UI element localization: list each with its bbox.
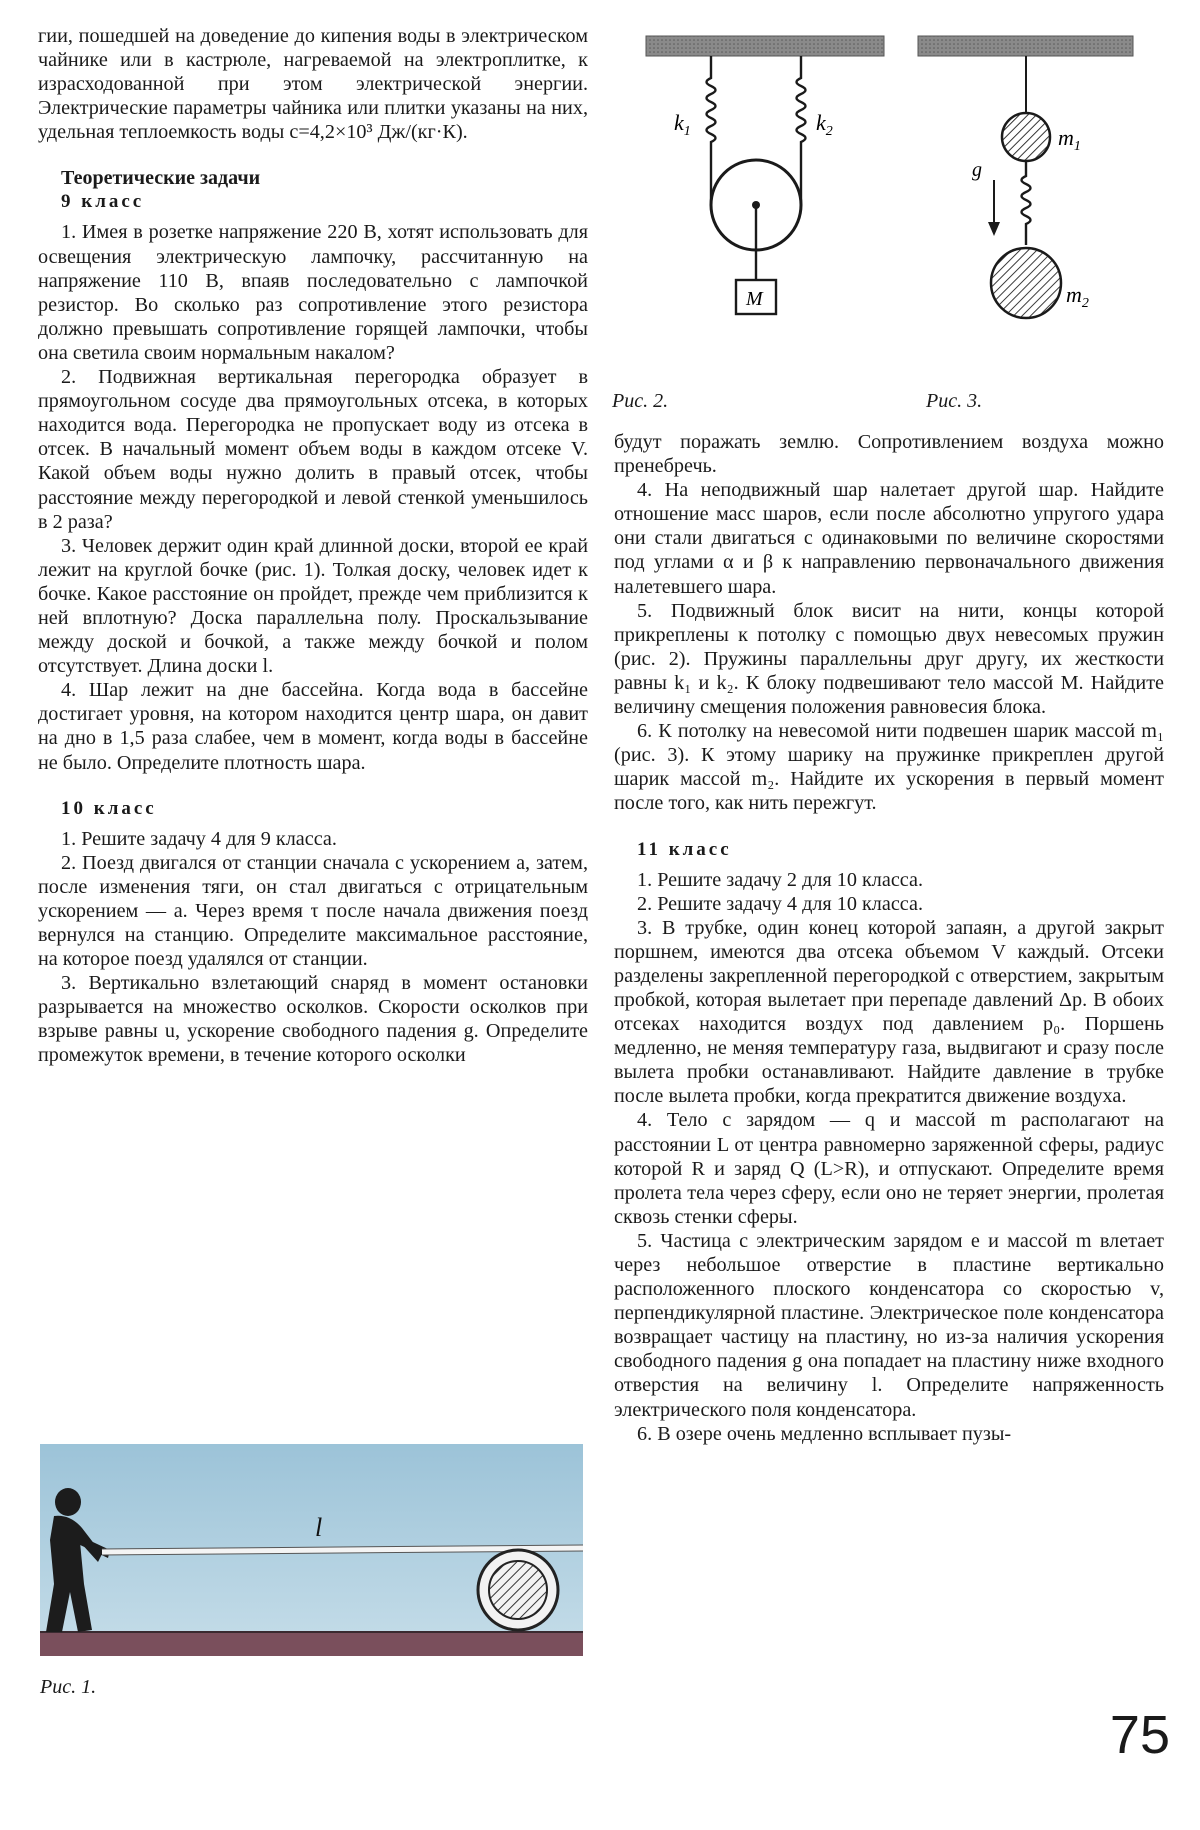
barrel: [478, 1550, 558, 1630]
ceiling-fig2: [646, 36, 884, 56]
figure-3-caption: Рис. 3.: [926, 390, 983, 412]
grade11-problem-3: 3. В трубке, один конец которой запаян, а другой закрыт поршнем, имеются два отсека объемом V каждый. Отсеки разделены закрепленной перегородкой с отверстием, закрытым пробкой, которая вылетает при перепаде давлений Δp. В обоих отсеках находится воздух под давлением p₀. Поршень медленно, не меняя температуру газа, выдвигают и сразу после вылета пробки останавливают. Найдите давление в трубке после вылета пробки, когда прекратится движение воздуха.: [614, 916, 1164, 1108]
grade10-problem-6: 6. К потолку на невесомой нити подвешен шарик массой m₁ (рис. 3). К этому шарику на пружинке прикреплен другой шарик массой m₂. Найдите их ускорения в первый момент после того, как нить пережгут.: [614, 720, 1164, 815]
page-number: 75: [1109, 1705, 1170, 1765]
grade9-problem-1: 1. Имея в розетке напряжение 220 В, хотят использовать для освещения электрическую лампочку, рассчитанную на напряжение 110 В, впаяв последовательно с лампочкой резистор. Во сколько раз сопротивление этого резистора должно превышать сопротивление горящей лампочки, чтобы она светила своим нормальным накалом?: [38, 221, 588, 364]
g-label: g: [972, 159, 982, 181]
figure-2-caption: Рис. 2.: [612, 390, 669, 412]
spring-k2: [797, 56, 806, 160]
figure-1: [40, 1444, 583, 1658]
grade9-title: 9 класс: [61, 191, 145, 213]
figure-3: [900, 30, 1150, 330]
figure-1-caption: Рис. 1.: [40, 1676, 97, 1698]
spring-m1-m2: [1022, 161, 1031, 245]
grade10-title: 10 класс: [61, 797, 157, 819]
left-column: [38, 24, 588, 1068]
length-label-l: l: [315, 1513, 323, 1542]
grade10-problem-3: 3. Вертикально взлетающий снаряд в момент остановки разрывается на множество осколков. Скорости осколков при взрыве равны u, ускорение свободного падения g. Определите промежуток времени, в течение которого осколки: [38, 972, 588, 1067]
right-column: [614, 430, 1164, 1446]
grade11-problem-1: 1. Решите задачу 2 для 10 класса.: [637, 868, 924, 891]
ceiling-fig3: [918, 36, 1133, 56]
grade10-problem-2: 2. Поезд двигался от станции сначала с ускорением a, затем, после изменения тяги, он стал двигаться с отрицательным ускорением — a. Через время τ после начала движения поезд вернулся на станцию. Определите максимальное расстояние, на которое поезд удалялся от станции.: [38, 851, 588, 971]
ball-m2: [991, 248, 1061, 318]
grade11-problem-5: 5. Частица с электрическим зарядом e и массой m влетает через небольшое отверстие в пластине вертикально расположенного плоского конденсатора со скоростью v, перпендикулярной пластине. Электрическое поле конденсатора возвращает частицу на пластину, но из-за наличия ускорения свободного падения g она попадает на пластину ниже входного отверстия на величину l. Определите напряженность электрического поля конденсатора.: [614, 1229, 1164, 1421]
m1-label: $m_1$: [1058, 125, 1081, 154]
floor: [40, 1632, 583, 1656]
m2-label: $m_2$: [1066, 282, 1089, 311]
grade9-problem-2: 2. Подвижная вертикальная перегородка образует в прямоугольном сосуде два прямоугольных отсека, в которых находится вода. Перегородка не пропускает воду из отсека в отсек. В начальный момент объем воды в каждом отсеке V. Какой объем воды нужно долить в правый отсек, чтобы расстояние между перегородкой и левой стенкой уменьшилось в 2 раза?: [38, 366, 588, 533]
spring-k1: [707, 56, 716, 160]
intro-paragraph: гии, пошедшей на доведение до кипения воды в электрическом чайнике или в кастрюле, нагреваемой на электроплитке, к израсходованной при этом электрической энергии. Электрические параметры чайника или плитки указаны на них, удельная теплоемкость воды c=4,2×10³ Дж/(кг·К).: [38, 25, 588, 144]
grade11-problem-6: 6. В озере очень медленно всплывает пузы-: [637, 1422, 1012, 1445]
k1-label: $k_1$: [674, 110, 691, 139]
grade11-title: 11 класс: [637, 838, 732, 860]
grade10-problem-4: 4. На неподвижный шар налетает другой шар. Найдите отношение масс шаров, если после абсолютно упругого удара они стали двигаться с одинаковыми по величине скоростями под углами α и β к направлению первоначального движения налетевшего шара.: [614, 479, 1164, 598]
mass-M-label: M: [746, 288, 763, 310]
section-title: Теоретические задачи: [61, 167, 261, 190]
grade10-problem-1: 1. Решите задачу 4 для 9 класса.: [61, 827, 337, 850]
k2-label: $k_2$: [816, 110, 833, 139]
grade11-problem-4: 4. Тело с зарядом — q и массой m располагают на расстоянии L от центра равномерно заряженной сферы, радиус которой R и заряд Q (L>R), и отпускают. Определите время пролета тела через сферу, если оно не теряет энергии, пролетая сквозь стенки сферы.: [614, 1109, 1164, 1228]
grade9-problem-3: 3. Человек держит один край длинной доски, второй ее край лежит на круглой бочке (рис. 1). Толкая доску, человек идет к бочке. Какое расстояние он пройдет, прежде чем приблизится к ней вплотную? Доска параллельна полу. Проскальзывание между доской и бочкой, а также между бочкой и полом отсутствует. Длина доски l.: [38, 534, 588, 678]
grade11-problem-2: 2. Решите задачу 4 для 10 класса.: [637, 892, 924, 915]
grade9-problem-4: 4. Шар лежит на дне бассейна. Когда вода в бассейне достигает уровня, на котором находится центр шара, он давит на дно в 1,5 раза слабее, чем в момент, когда воды в бассейне не было. Определите плотность шара.: [38, 679, 588, 774]
grade10-problem-5: 5. Подвижный блок висит на нити, концы которой прикреплены к потолку с помощью двух невесомых пружин (рис. 2). Пружины параллельны друг другу, их жесткости равны k₁ и k₂. К блоку подвешивают тело массой M. Найдите величину смещения положения равновесия блока.: [614, 599, 1164, 719]
ball-m1: [1002, 113, 1050, 161]
figure-2: [640, 30, 890, 330]
continuation-paragraph: будут поражать землю. Сопротивлением воздуха можно пренебречь.: [614, 431, 1164, 478]
